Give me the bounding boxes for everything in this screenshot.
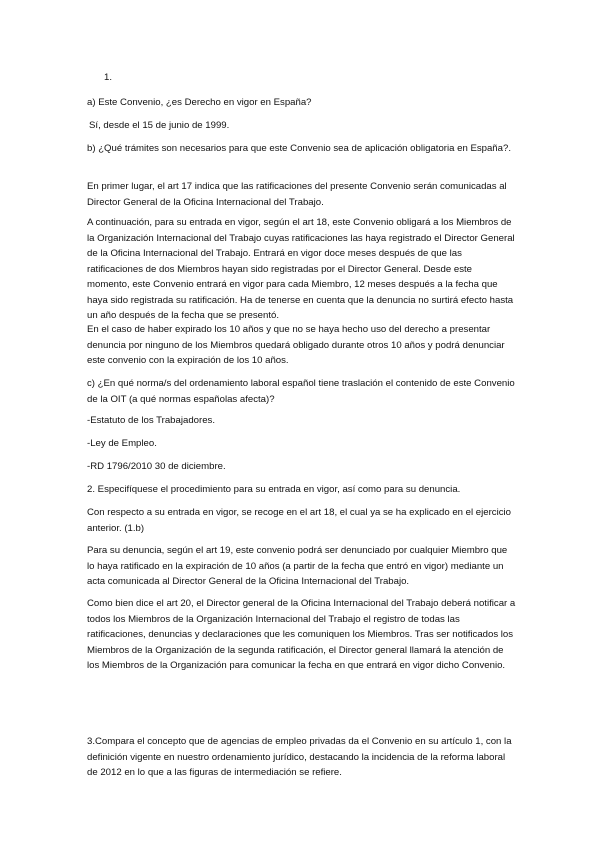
question-1a: a) Este Convenio, ¿es Derecho en vigor en España? bbox=[87, 97, 312, 108]
heading-number: 1. bbox=[104, 72, 113, 83]
answer-1b-paragraph-3: En el caso de haber expirado los 10 años y que no se haya hecho uso del derecho a presentar denuncia por ninguno de los Miembros quedará obligado durante otros 10 años y podrá denunciar este convenio con la expiración de los 10 años. bbox=[87, 324, 505, 366]
answer-2-paragraph-1: Con respecto a su entrada en vigor, se recoge en el art 18, el cual ya se ha explicado en el ejercicio anterior. (1.b) bbox=[87, 507, 511, 534]
answer-1a: Sí, desde el 15 de junio de 1999. bbox=[89, 120, 230, 131]
answer-2-paragraph-3: Como bien dice el art 20, el Director general de la Oficina Internacional del Trabajo deberá notificar a todos los Miembros de la Organización Internacional del Trabajo el registro de todas las ratificaciones, denuncias y declaraciones que les comuniquen los Miembros. Tras ser notificados los Miembros de la Organización de la segunda ratificación, el Director general llamará la atención de los Miembros de la Organización para comunicar la fecha en que entrará en vigor dicho Convenio. bbox=[87, 598, 516, 671]
question-1b: b) ¿Qué trámites son necesarios para que este Convenio sea de aplicación obligatoria en España?. bbox=[87, 143, 511, 154]
answer-1c-item-3: -RD 1796/2010 30 de diciembre. bbox=[87, 461, 226, 472]
question-1c: c) ¿En qué norma/s del ordenamiento laboral español tiene traslación el contenido de este Convenio de la OIT (a qué normas españolas afecta)? bbox=[87, 378, 515, 405]
question-3: 3.Compara el concepto que de agencias de empleo privadas da el Convenio en su artículo 1, con la definición vigente en nuestro ordenamiento jurídico, destacando la incidencia de la reforma laboral de 2012 en lo que a las figuras de intermediación se refiere. bbox=[87, 736, 512, 778]
question-2: 2. Especifíquese el procedimiento para su entrada en vigor, así como para su denuncia. bbox=[87, 484, 461, 495]
answer-1c-item-2: -Ley de Empleo. bbox=[87, 438, 157, 449]
answer-1c-item-1: -Estatuto de los Trabajadores. bbox=[87, 415, 215, 426]
answer-2-paragraph-2: Para su denuncia, según el art 19, este convenio podrá ser denunciado por cualquier Miembro que lo haya ratificado en la expiración de 10 años (a partir de la fecha que entró en vigor) mediante un acta comunicada al Director General de la Oficina Internacional del Trabajo. bbox=[87, 545, 508, 587]
answer-1b-paragraph-2: A continuación, para su entrada en vigor, según el art 18, este Convenio obligará a los Miembros de la Organización Internacional del Trabajo cuyas ratificaciones las haya registrado el Director General de la Oficina Internacional del Trabajo. Entrará en vigor doce meses después de que las ratificaciones de dos Miembros hayan sido registradas por el Director General. Desde este momento, este Convenio entrará en vigor para cada Miembro, 12 meses después a la fecha que haya sido registrada su ratificación. Ha de tenerse en cuenta que la denuncia no surtirá efecto hasta un año después de la fecha que se presentó. bbox=[87, 217, 515, 321]
answer-1b-paragraph-1: En primer lugar, el art 17 indica que las ratificaciones del presente Convenio serán comunicadas al Director General de la Oficina Internacional del Trabajo. bbox=[87, 181, 507, 208]
